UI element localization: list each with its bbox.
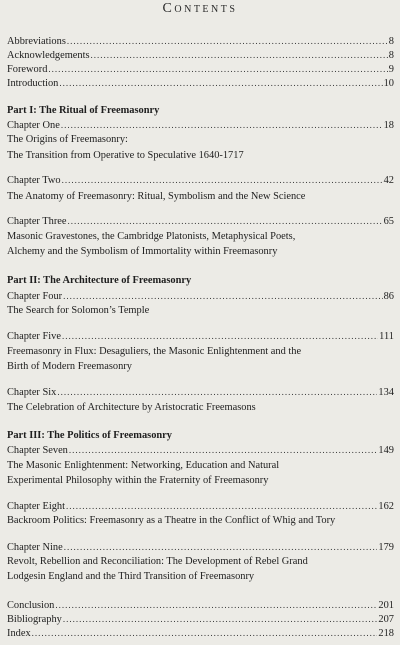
toc-entry-page: 65 [383,216,394,227]
chapter-title: The Celebration of Architecture by Aristocratic Freemasons [7,402,256,413]
part-heading: Part II: The Architecture of Freemasonry [7,275,192,286]
toc-entry-chapter-two[interactable] [7,173,394,187]
chapter-title: The Origins of Freemasonry: [7,134,128,145]
chapter-title: Lodgesin England and the Third Transition of Freemasonry [7,571,255,582]
toc-entry-label: Abbreviations [7,36,66,47]
leader-dots [55,598,377,612]
toc-entry-page: 179 [378,542,394,553]
leader-dots [59,76,382,90]
toc-entry-label: Chapter Seven [7,445,68,456]
leader-dots [62,173,383,187]
toc-entry-label: Conclusion [7,600,55,611]
toc-entry-page: 42 [383,175,394,186]
toc-entry-page: 111 [379,331,394,342]
page-title: Contents [162,1,238,16]
leader-dots [57,385,377,399]
toc-entry-page: 207 [378,614,394,625]
part-heading: Part III: The Politics of Freemasonry [7,430,172,441]
toc-entry-introduction[interactable] [7,76,394,90]
toc-entry-label: Chapter Eight [7,501,66,512]
toc-entry-chapter-six[interactable] [7,385,394,399]
toc-entry-page: 201 [378,600,394,611]
toc-entry-abbreviations[interactable] [7,34,394,48]
leader-dots [48,62,387,76]
leader-dots [64,540,378,554]
toc-entry-chapter-four[interactable] [7,289,394,303]
chapter-title: The Transition from Operative to Speculative 1640-1717 [7,150,244,161]
toc-entry-page: 149 [378,445,394,456]
chapter-title: Experimental Philosophy within the Fraternity of Freemasonry [7,475,269,486]
toc-entry-label: Chapter Three [7,216,67,227]
chapter-title: Freemasonry in Flux: Desaguliers, the Masonic Enlightenment and the [7,346,302,357]
toc-entry-page: 162 [378,501,394,512]
leader-dots [63,289,382,303]
leader-dots [67,34,388,48]
toc-entry-index[interactable] [7,626,394,640]
toc-entry-conclusion[interactable] [7,598,394,612]
leader-dots [66,499,377,513]
toc-entry-label: Chapter Six [7,387,57,398]
toc-entry-page: 86 [383,291,394,302]
toc-entry-page: 8 [388,36,394,47]
leader-dots [63,612,378,626]
toc-entry-label: Chapter One [7,120,60,131]
toc-entry-page: 9 [388,64,394,75]
leader-dots [69,443,378,457]
toc-entry-bibliography[interactable] [7,612,394,626]
toc-entry-label: Index [7,628,31,639]
leader-dots [61,118,383,132]
chapter-title: Revolt, Rebellion and Reconciliation: The Development of Rebel Grand [7,556,308,567]
toc-entry-label: Chapter Four [7,291,63,302]
toc-entry-label: Introduction [7,78,59,89]
toc-entry-label: Chapter Five [7,331,61,342]
leader-dots [32,626,378,640]
chapter-title: The Search for Solomon’s Temple [7,305,150,316]
toc-entry-chapter-five[interactable] [7,329,394,343]
toc-entry-page: 134 [378,387,394,398]
part-heading: Part I: The Ritual of Freemasonry [7,105,160,116]
leader-dots [68,214,383,228]
toc-entry-label: Bibliography [7,614,62,625]
toc-entry-label: Chapter Nine [7,542,63,553]
chapter-title: The Masonic Enlightenment: Networking, Education and Natural [7,460,280,471]
chapter-title: Alchemy and the Symbolism of Immortality within Freemasonry [7,246,278,257]
toc-entry-foreword[interactable] [7,62,394,76]
toc-entry-page: 10 [383,78,394,89]
chapter-title: Backroom Politics: Freemasonry as a Theatre in the Conflict of Whig and Tory [7,515,336,526]
chapter-title: Masonic Gravestones, the Cambridge Platonists, Metaphysical Poets, [7,231,296,242]
toc-entry-page: 8 [388,50,394,61]
toc-entry-label: Acknowledgements [7,50,90,61]
toc-entry-chapter-eight[interactable] [7,499,394,513]
chapter-title: Birth of Modern Freemasonry [7,361,132,372]
toc-entry-chapter-seven[interactable] [7,443,394,457]
leader-dots [91,48,388,62]
leader-dots [62,329,378,343]
chapter-title: The Anatomy of Freemasonry: Ritual, Symbolism and the New Science [7,191,306,202]
toc-entry-chapter-three[interactable] [7,214,394,228]
toc-entry-page: 218 [378,628,394,639]
toc-entry-page: 18 [383,120,394,131]
toc-entry-acknowledgements[interactable] [7,48,394,62]
toc-entry-label: Foreword [7,64,48,75]
toc-entry-chapter-nine[interactable] [7,540,394,554]
toc-entry-label: Chapter Two [7,175,61,186]
toc-entry-chapter-one[interactable] [7,118,394,132]
